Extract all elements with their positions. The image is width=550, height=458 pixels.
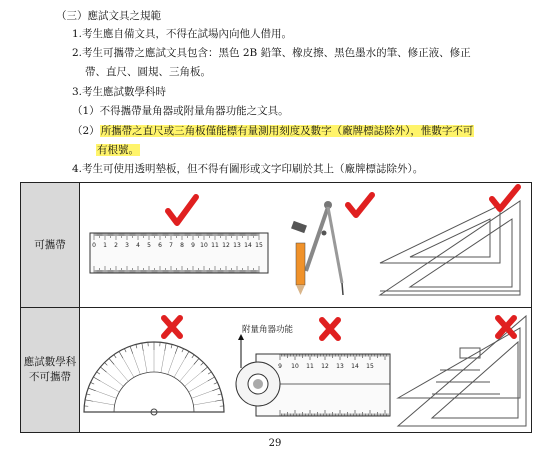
protractor-tick (218, 394, 222, 395)
protractor-tick (100, 367, 106, 372)
protractor-ray (143, 351, 147, 373)
rule-3-2-prefix: （2） (72, 125, 100, 137)
rule-3-2-highlight-visible: 所攜帶之直尺或三角板僅能標有量測用刻度及數字（廠牌標誌除外），惟數字不可 (100, 125, 474, 137)
ruler-number: 8 (180, 242, 184, 249)
protractor-tick (136, 344, 137, 348)
protractor-tick (130, 346, 133, 354)
protractor-image (84, 342, 224, 415)
protractor-tick (208, 372, 211, 374)
protractor-tick (91, 382, 95, 384)
protractor-ray (168, 354, 176, 375)
cross-mark-icon (322, 320, 338, 338)
protractor-tick (85, 400, 93, 401)
protractor-tick (194, 358, 199, 364)
protractor-ray (192, 391, 213, 399)
protractor-ray (185, 372, 202, 386)
ruler-number: 11 (211, 242, 219, 249)
protractor-tick (124, 349, 126, 353)
ruler-number: 7 (169, 242, 173, 249)
allowed-cell (80, 183, 532, 308)
protractor-tick (86, 394, 90, 395)
protractor-tick (105, 363, 108, 366)
protractor-ray (180, 365, 194, 382)
protractor-tick (214, 382, 218, 384)
protractor-tick (114, 355, 116, 358)
protractor-tick (88, 388, 96, 391)
protractor-ray (133, 354, 141, 375)
protractor-ray (96, 391, 117, 399)
check-mark-icon (348, 195, 372, 215)
protractor-tick (208, 377, 215, 381)
ruler-number: 12 (222, 242, 230, 249)
protractor-tick (192, 355, 194, 358)
rule-3-2-cont-highlight: 有根號。 (97, 144, 139, 156)
rule-1: 1.考生應自備文具，不得在試場內向他人借用。 (72, 28, 293, 40)
protractor-tick (93, 377, 100, 381)
forbidden-illustrations (80, 308, 532, 432)
protractor-tick (97, 372, 100, 374)
forbidden-label: 應試數學科 不可攜帶 (21, 308, 80, 433)
protractor-tick (212, 388, 220, 391)
rule-3-2-cont (96, 143, 140, 157)
protractor-ray (123, 358, 134, 377)
ruler-number: 14 (351, 363, 359, 370)
ruler-number: 12 (321, 363, 329, 370)
protractor-ray (100, 381, 119, 392)
ruler-number: 13 (233, 242, 241, 249)
protractor-tick (185, 351, 189, 358)
ruler-number: 4 (136, 242, 140, 249)
ruler-number: 10 (291, 363, 299, 370)
printed-set-square-image (398, 316, 526, 426)
ruler-number: 13 (336, 363, 344, 370)
check-mark-icon (168, 197, 196, 223)
ruler-number: 14 (244, 242, 252, 249)
ruler-number: 2 (114, 242, 118, 249)
protractor-tick (201, 363, 204, 366)
rule-3: 3.考生應試數學科時 (72, 86, 167, 98)
ruler-number: 5 (147, 242, 151, 249)
rule-4: 4.考生可使用透明墊板，但不得有圖形或文字印刷於其上（廠牌標誌除外）。 (72, 163, 424, 175)
rule-3-1: （1）不得攜帶量角器或附量角器功能之文具。 (72, 105, 289, 117)
protractor-tick (201, 367, 207, 372)
rule-2-cont: 帶、直尺、圓規、三角板。 (85, 66, 211, 78)
protractor-tick (119, 351, 123, 358)
equipment-table (20, 182, 532, 433)
compass-image (291, 201, 343, 295)
protractor-ruler-image (236, 324, 390, 416)
allowed-label: 可攜帶 (21, 183, 80, 308)
ruler-number: 15 (366, 363, 374, 370)
rule-3-2 (72, 124, 474, 138)
page-number: 29 (268, 438, 282, 449)
protractor-ray (189, 381, 208, 392)
ruler-number: 15 (255, 242, 263, 249)
protractor-ray (174, 358, 185, 377)
ruler-number: 1 (103, 242, 107, 249)
protractor-ray (107, 372, 124, 386)
protractor-tick (175, 346, 178, 354)
forbidden-cell (80, 308, 532, 433)
ruler-number: 9 (278, 363, 282, 370)
allowed-illustrations (80, 183, 532, 307)
protractor-tick (171, 344, 172, 348)
protractor-tick (182, 349, 184, 353)
protractor-ray (93, 401, 115, 405)
rule-2: 2.考生可攜帶之應試文具包含：黑色 2B 鉛筆、橡皮擦、黑色墨水的筆、修正液、修正 (72, 47, 471, 59)
protractor-ray (114, 365, 128, 382)
ruler-number: 0 (92, 242, 96, 249)
protractor-ray (161, 351, 165, 373)
protractor-tick (109, 358, 114, 364)
cross-mark-icon (164, 318, 180, 336)
protractor-tick (165, 343, 166, 351)
set-square-image (380, 201, 520, 295)
protractor-tick (215, 400, 223, 401)
check-mark-icon (492, 187, 518, 209)
protractor-ray (193, 401, 215, 405)
protractor-tick (142, 343, 143, 351)
ruler-number: 9 (191, 242, 195, 249)
ruler-number: 6 (158, 242, 162, 249)
protractor-function-label: 附量角器功能 (242, 325, 294, 335)
section-title: （三）應試文具之規範 (56, 10, 161, 22)
ruler-number: 10 (200, 242, 208, 249)
ruler-image (90, 233, 268, 273)
ruler-number: 3 (125, 242, 129, 249)
ruler-number: 11 (306, 363, 314, 370)
